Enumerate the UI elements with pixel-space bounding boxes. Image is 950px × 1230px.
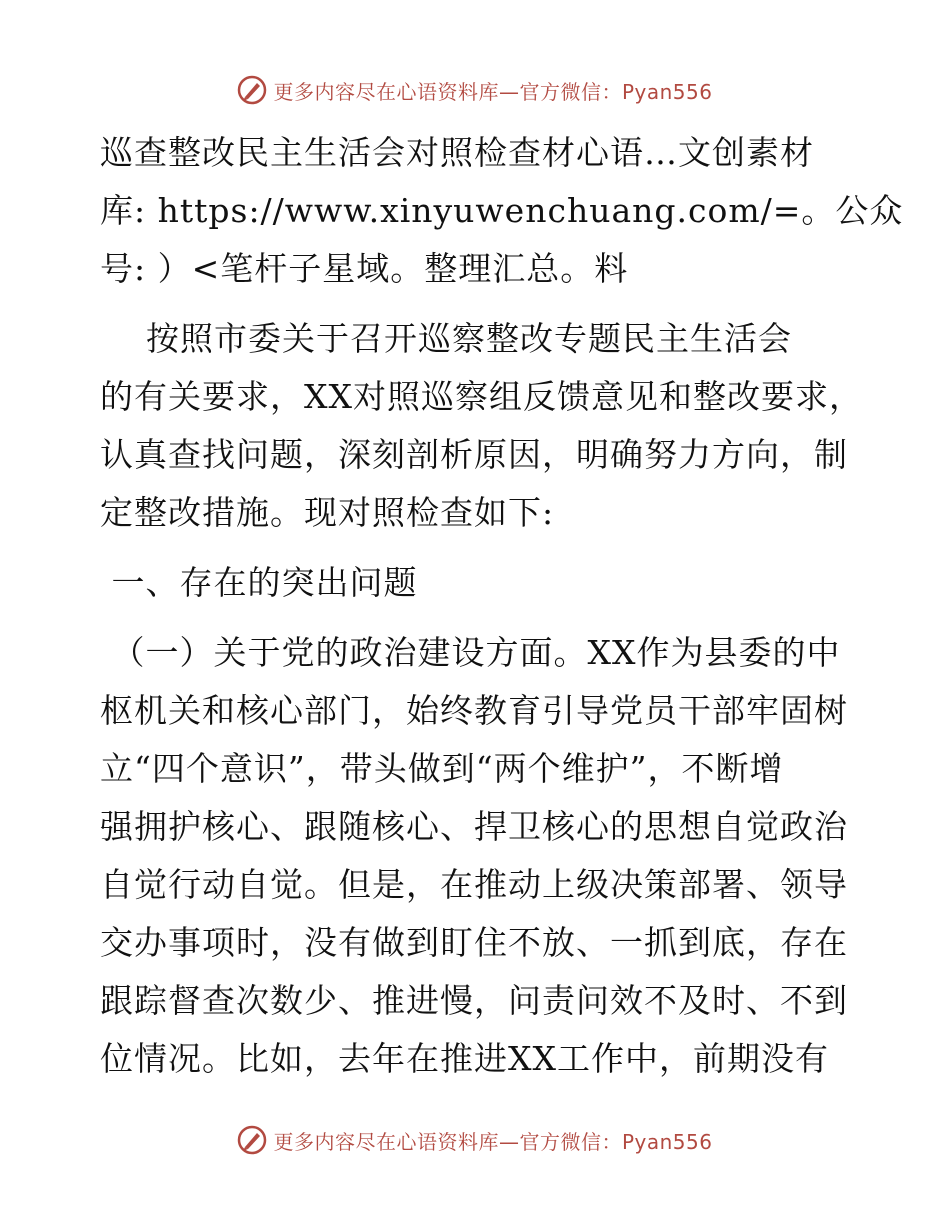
header-banner <box>0 70 950 110</box>
paragraph-line: 位情况。比如，去年在推进XX工作中，前期没有 <box>100 1039 829 1078</box>
document-title <box>100 124 904 298</box>
intro-paragraph <box>100 310 863 542</box>
paragraph-line: （一）关于党的政治建设方面。XX作为县委的中 <box>100 633 841 672</box>
paragraph-line: 强拥护核心、跟随核心、捍卫核心的思想自觉政治 <box>100 807 848 846</box>
pen-quill-icon <box>237 1125 267 1155</box>
paragraph-line: 跟踪督查次数少、推进慢，问责问效不及时、不到 <box>100 981 848 1020</box>
footer-banner <box>0 1120 950 1160</box>
paragraph-line: 认真查找问题，深刻剖析原因，明确努力方向，制 <box>100 435 848 474</box>
title-line: 巡查整改民主生活会对照检查材心语…文创素材 <box>100 133 814 172</box>
subsection-paragraph <box>100 624 850 1088</box>
paragraph-line: 按照市委关于召开巡察整改专题民主生活会 <box>100 319 792 358</box>
paragraph-line: 自觉行动自觉。但是，在推动上级决策部署、领导 <box>100 865 848 904</box>
title-line: 库: https://www.xinyuwenchuang.com/=。公众 <box>100 191 904 230</box>
paragraph-line: 定整改措施。现对照检查如下: <box>100 493 555 532</box>
paragraph-line: 交办事项时，没有做到盯住不放、一抓到底，存在 <box>100 923 848 962</box>
paragraph-line: 枢机关和核心部门，始终教育引导党员干部牢固树 <box>100 691 848 730</box>
pen-quill-icon <box>237 75 267 105</box>
banner-text: 更多内容尽在心语资料库—官方微信：Pyan556 <box>273 1129 713 1154</box>
banner-text: 更多内容尽在心语资料库—官方微信：Pyan556 <box>273 79 713 104</box>
paragraph-line: 立“四个意识”，带头做到“两个维护”，不断增 <box>100 749 784 788</box>
document-body <box>100 124 904 1088</box>
title-line: 号: ）<笔杆子星域。整理汇总。料 <box>100 249 629 288</box>
section-heading: 一、存在的突出问题 <box>100 563 418 602</box>
paragraph-line: 的有关要求，XX对照巡察组反馈意见和整改要求， <box>100 377 863 416</box>
